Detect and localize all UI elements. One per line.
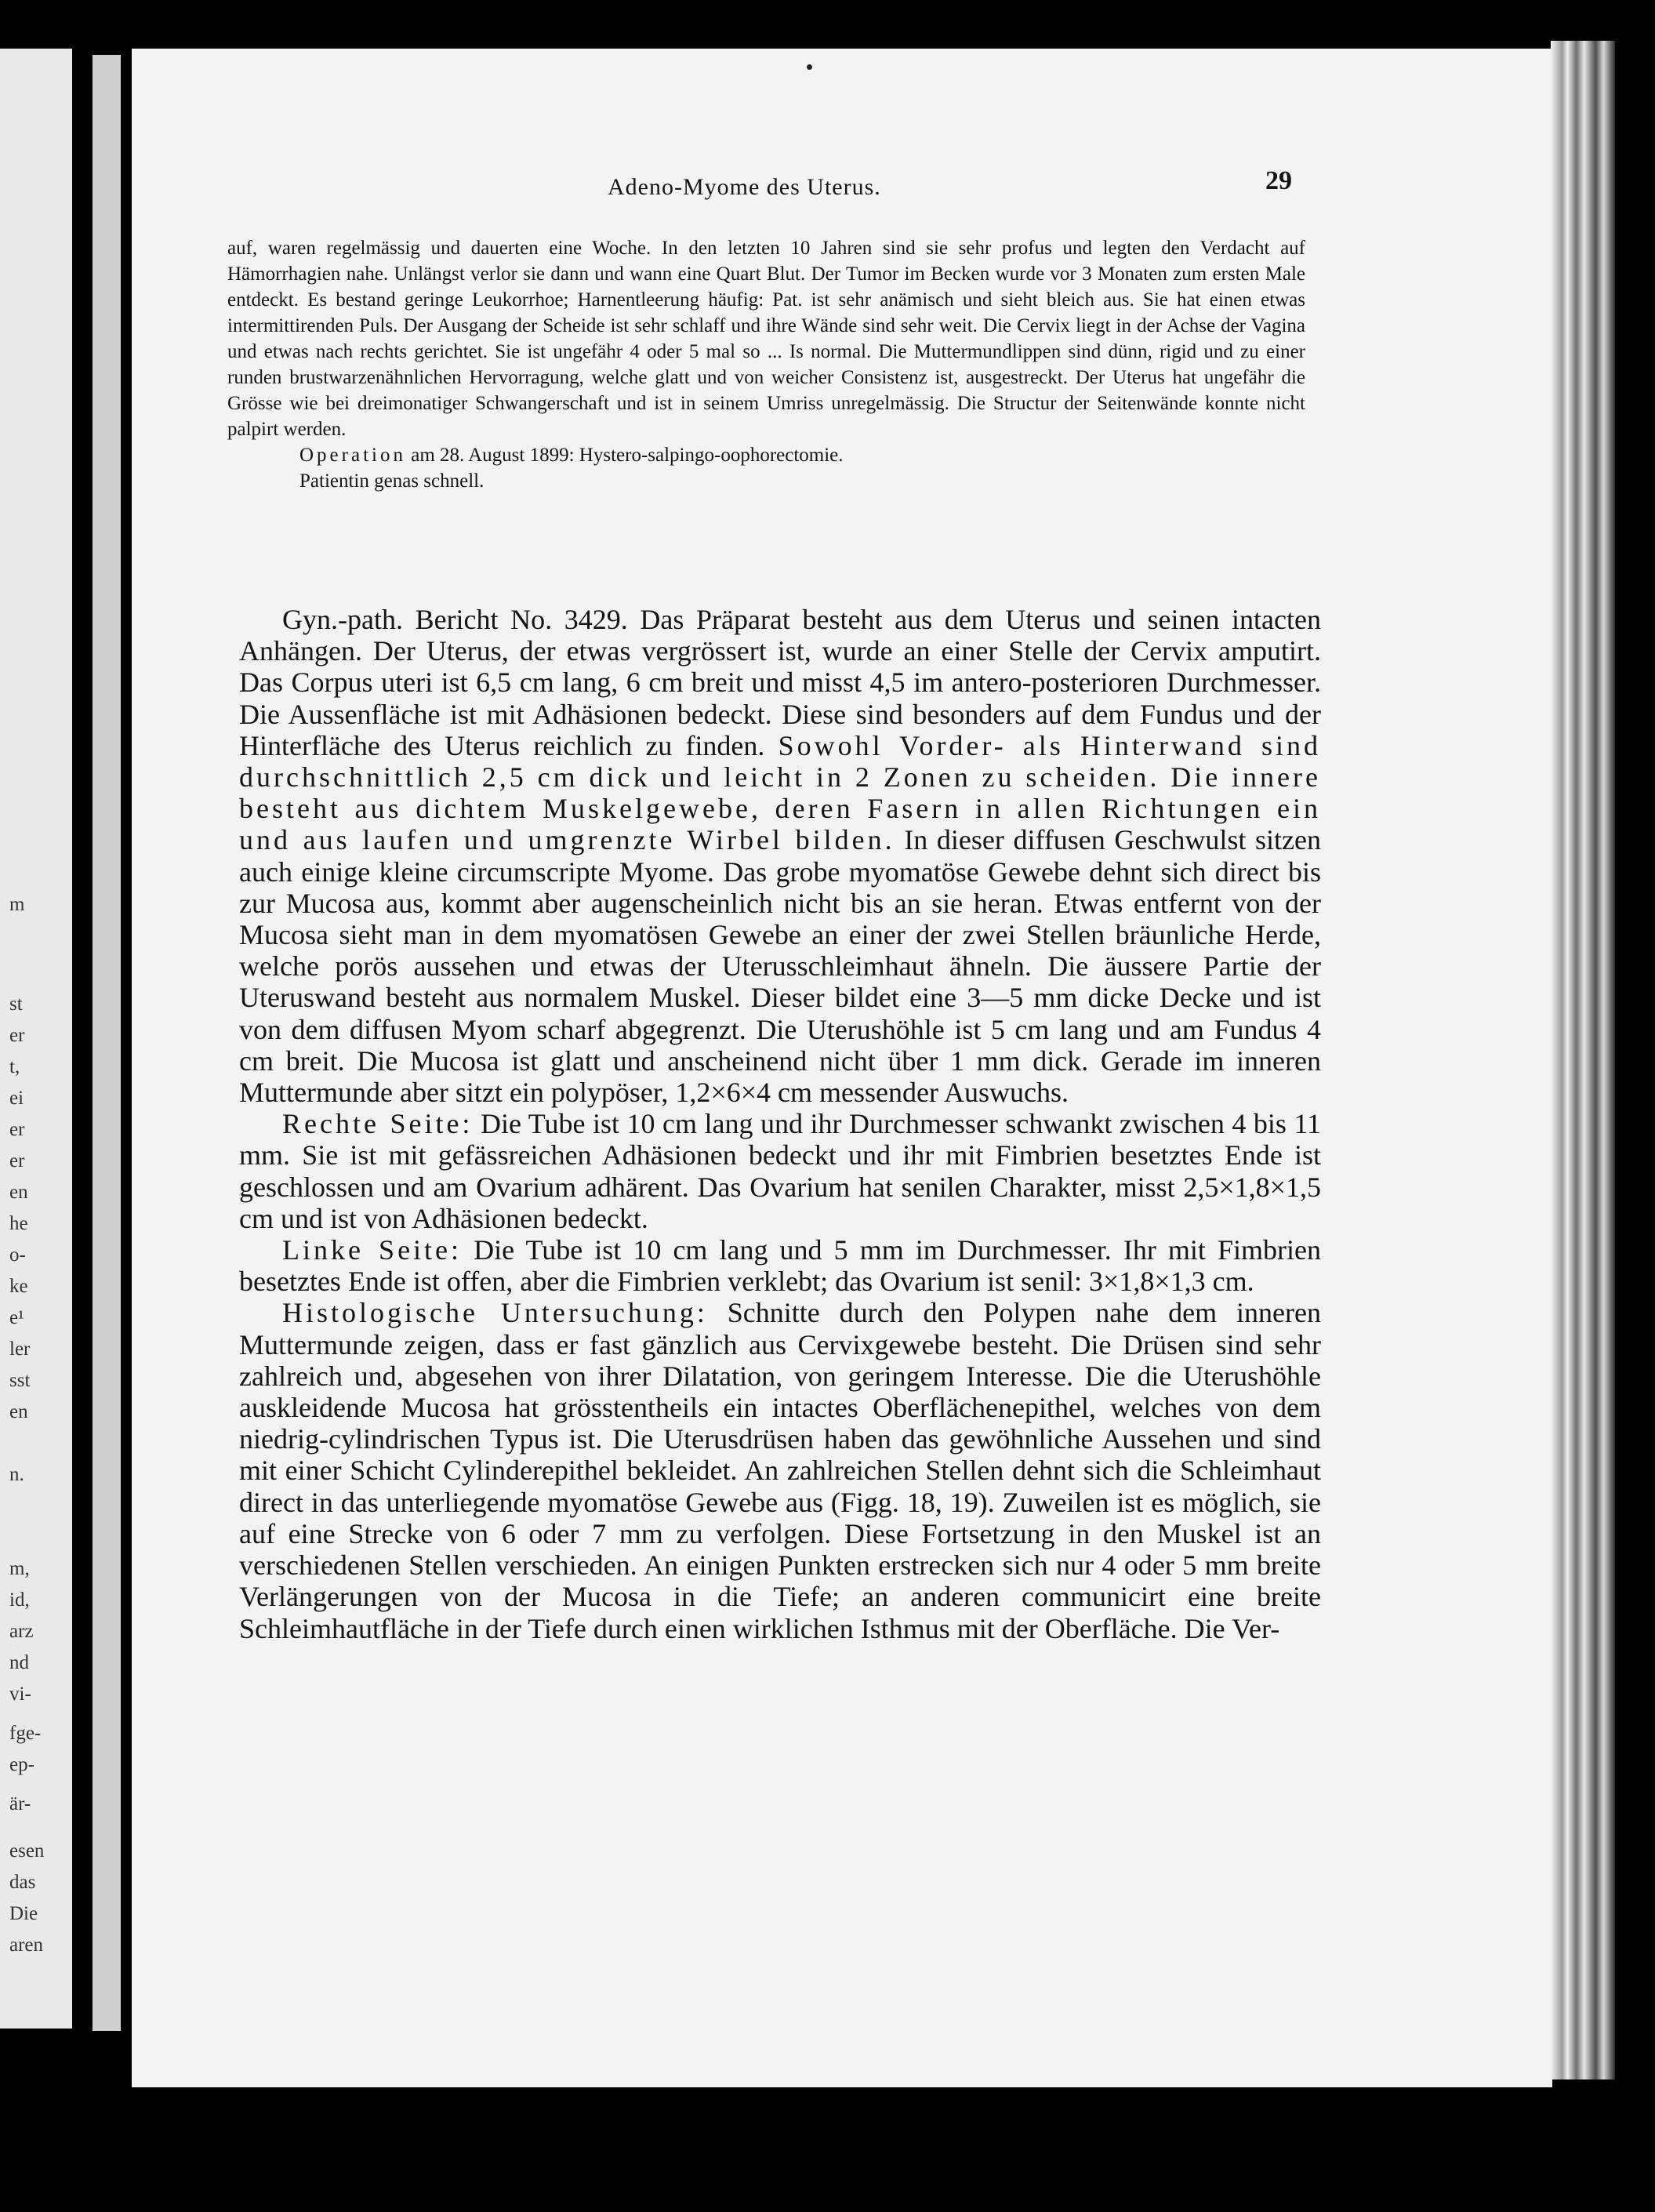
- margin-fragment: n.: [9, 1464, 24, 1485]
- margin-fragment: arz: [9, 1621, 34, 1642]
- left-page-fold: [93, 55, 121, 2031]
- left-side-text: Die Tube ist 10 cm lang und 5 mm im Durchmesser. Ihr mit Fimbrien besetztes Ende ist offen, aber die Fimbrien verklebt; das Ovarium ist senil: 3×1,8×1,3 cm.: [239, 1234, 1321, 1298]
- left-side-label: Linke Seite:: [282, 1234, 463, 1266]
- margin-fragment: he: [9, 1213, 28, 1234]
- margin-fragment: är-: [9, 1793, 31, 1814]
- margin-fragment: er: [9, 1150, 25, 1171]
- report-paragraph: [239, 604, 1321, 1108]
- case-notes: [227, 235, 1305, 494]
- margin-fragment: ei: [9, 1088, 24, 1109]
- margin-fragment: nd: [9, 1652, 29, 1673]
- margin-fragment: m,: [9, 1558, 30, 1579]
- left-page: [0, 49, 72, 2029]
- right-side-label: Rechte Seite:: [282, 1108, 474, 1140]
- case-notes-body: auf, waren regelmässig und dauerten eine Woche. In den letzten 10 Jahren sind sie sehr profus und legten den Verdacht auf Hämorrhagien nahe. Unlängst verlor sie dann und wann eine Quart Blut. Der Tumor im Becken wurde vor 3 Monaten zum ersten Male entdeckt. Es bestand geringe Leukorrhoe; Harnentleerung häufig: Pat. ist sehr anämisch und sieht bleich aus. Sie hat einen etwas intermittirenden Puls. Der Ausgang der Scheide ist sehr schlaff und ihre Wände sind sehr weit. Die Cervix liegt in der Achse der Vagina und etwas nach rechts gerichtet. Sie ist ungefähr 4 oder 5 mal so ... Is normal. Die Muttermundlippen sind dünn, rigid und zu einer runden brustwarzenähnlichen Hervorragung, welche glatt und von weicher Consistenz ist, ausgestreckt. Der Uterus hat ungefähr die Grösse wie bei dreimonatiger Schwangerschaft und ist in seinem Umriss unregelmässig. Die Structur der Seitenwände konnte nicht palpirt werden.: [227, 238, 1305, 440]
- speck-mark: [807, 64, 812, 70]
- recovery-line: Patientin genas schnell.: [299, 470, 485, 492]
- margin-fragment: en: [9, 1182, 28, 1203]
- margin-fragment: ep-: [9, 1754, 34, 1775]
- histology-text: Schnitte durch den Polypen nahe dem inneren Muttermunde zeigen, dass er fast gänzlich aus Cervixgewebe besteht. Die Drüsen sind sehr zahlreich und, abgesehen von ihrer Dilatation, von geringem Interesse. Die die Uterushöhle auskleidende Mucosa hat grösstentheils ein intactes Oberflächenepithel, welches von dem niedrig-cylindrischen Typus ist. Die Uterusdrüsen haben das gewöhnliche Aussehen und sind mit einer Schicht Cylinderepithel bekleidet. An zahlreichen Stellen dehnt sich die Schleimhaut direct in das unterliegende myomatöse Gewebe aus (Figg. 18, 19). Zuweilen ist es möglich, sie auf eine Strecke von 6 oder 7 mm zu verfolgen. Diese Fortsetzung in den Muskel ist an verschiedenen Stellen verschieden. An einigen Punkten erstrecken sich nur 4 oder 5 mm breite Verlängerungen von der Mucosa in die Tiefe; an anderen communicirt eine breite Schleimhautfläche in der Tiefe durch einen wirklichen Isthmus mit der Oberfläche. Die Ver-: [239, 1297, 1321, 1644]
- report-text: Das Präparat besteht aus dem Uterus und seinen intacten Anhängen. Der Uterus, der etwas vergrössert ist, wurde an einer Stelle der Cervix amputirt. Das Corpus uteri ist 6,5 cm lang, 6 cm breit und misst 4,5 im antero-posterioren Durchmesser. Die Aussenfläche ist mit Adhäsionen bedeckt. Diese sind besonders auf dem Fundus und der Hinterfläche des Uterus reichlich zu finden.: [239, 604, 1321, 761]
- margin-fragment: er: [9, 1025, 25, 1046]
- margin-fragment: ler: [9, 1338, 31, 1360]
- operation-line: [227, 442, 1305, 468]
- margin-fragment: er: [9, 1119, 25, 1140]
- right-side-paragraph: [239, 1108, 1321, 1234]
- report-text-continued: In dieser diffusen Geschwulst sitzen auch einige kleine circumscripte Myome. Das grobe myomatöse Gewebe dehnt sich direct bis zur Mucosa aus, kommt aber augenscheinlich nicht bis an sie heran. Etwas entfernt von der Mucosa sieht man in dem myomatösen Gewebe an einer der zwei Stellen bräunliche Herde, welche porös aussehen und etwas der Uterusschleimhaut ähneln. Die äussere Partie der Uteruswand besteht aus normalem Muskel. Dieser bildet eine 3—5 mm dicke Decke und ist von dem diffusen Myom scharf abgegrenzt. Die Uterushöhle ist 5 cm lang und am Fundus 4 cm breit. Die Mucosa ist glatt und anscheinend nicht über 1 mm dick. Gerade im inneren Muttermunde aber sitzt ein polypöser, 1,2×6×4 cm messender Auswuchs.: [239, 824, 1322, 1109]
- right-side-text: Die Tube ist 10 cm lang und ihr Durchmesser schwankt zwischen 4 bis 11 mm. Sie ist mit gefässreichen Adhäsionen bedeckt und ihr mit Fimbrien besetztes Ende ist geschlossen und am Ovarium adhärent. Das Ovarium hat senilen Charakter, misst 2,5×1,8×1,5 cm und ist von Adhäsionen bedeckt.: [239, 1108, 1322, 1234]
- pathology-report: [239, 604, 1321, 1644]
- margin-fragment: ke: [9, 1276, 28, 1297]
- margin-fragment: fge-: [9, 1723, 42, 1744]
- operation-label: Operation: [299, 445, 406, 466]
- margin-fragment: das: [9, 1872, 36, 1893]
- margin-fragment: aren: [9, 1934, 44, 1956]
- book-binding-edge: [1551, 41, 1615, 2079]
- margin-fragment: e¹: [9, 1307, 24, 1328]
- margin-fragment: t,: [9, 1056, 20, 1077]
- margin-fragment: Die: [9, 1903, 38, 1924]
- report-spaced-text: Sowohl Vorder- als Hinterwand sind durchschnittlich 2,5 cm dick und leicht in 2 Zonen zu scheiden. Die innere besteht aus dichtem Muskelgewebe, deren Fasern in allen Richtungen ein und aus laufen und umgrenzte Wirbel bilden.: [239, 729, 1321, 856]
- page-number: 29: [1265, 166, 1292, 195]
- margin-fragment: en: [9, 1401, 28, 1422]
- margin-fragment: id,: [9, 1589, 30, 1611]
- margin-fragment: esen: [9, 1840, 45, 1861]
- operation-text: am 28. August 1899: Hystero-salpingo-oophorectomie.: [411, 445, 844, 466]
- margin-fragment: m: [9, 894, 25, 915]
- histology-paragraph: [239, 1297, 1321, 1644]
- margin-fragment: vi-: [9, 1684, 31, 1705]
- margin-fragment: sst: [9, 1370, 31, 1391]
- left-side-paragraph: [239, 1234, 1321, 1297]
- margin-fragment: st: [9, 993, 23, 1015]
- running-title: Adeno-Myome des Uterus.: [608, 174, 881, 200]
- left-page-margin-text: [0, 49, 72, 2029]
- margin-fragment: o-: [9, 1244, 26, 1266]
- report-label: Gyn.-path. Bericht No. 3429.: [282, 604, 628, 635]
- histology-label: Histologische Untersuchung:: [282, 1297, 708, 1329]
